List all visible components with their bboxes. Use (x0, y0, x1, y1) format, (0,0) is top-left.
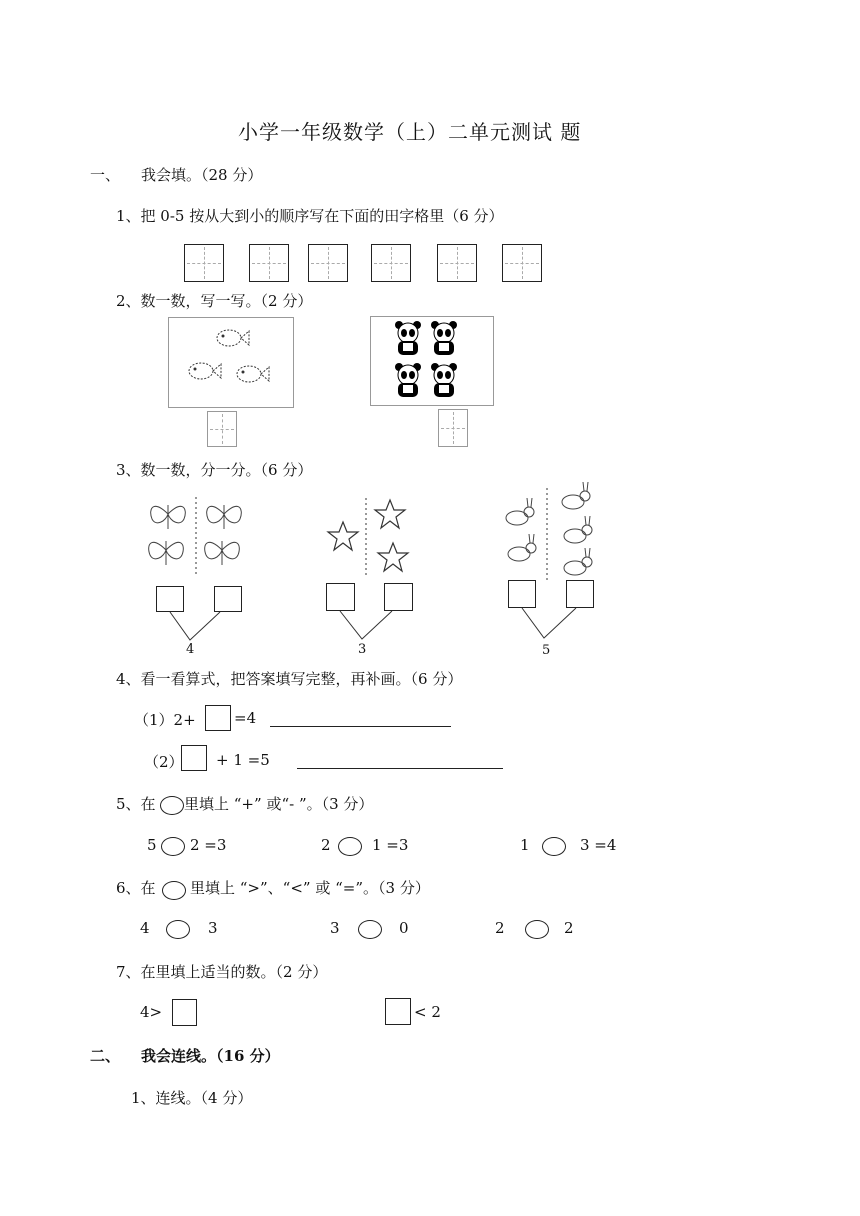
grid-cell-2[interactable] (249, 244, 289, 282)
question-2: 2、数一数，写一写。（2 分） (116, 292, 313, 310)
q6-item-1-left: 4 (140, 919, 150, 937)
q7-right-box[interactable] (385, 998, 411, 1025)
q6-example-circle (162, 881, 186, 900)
section-2-question-1: 1、连线。（4 分） (131, 1089, 253, 1107)
split-lines-3 (510, 608, 600, 640)
q5-item-1-circle[interactable] (161, 837, 185, 856)
q6-item-2-circle[interactable] (358, 920, 382, 939)
question-1: 1、把 0-5 按从大到小的顺序写在下面的田字格里（6 分） (116, 207, 504, 225)
page-title: 小学一年级数学（上）二单元测试 题 (238, 120, 582, 144)
split-box-2a[interactable] (326, 583, 355, 611)
q7-right-text: < 2 (414, 1003, 441, 1021)
q5-item-1-left: 5 (147, 836, 157, 854)
panda-picture (370, 316, 494, 406)
split-box-2b[interactable] (384, 583, 413, 611)
section-2-number: 二、 (90, 1047, 121, 1065)
split-total-2: 3 (358, 642, 367, 657)
q6-item-2-right: 0 (399, 919, 409, 937)
q6-item-3-left: 2 (495, 919, 505, 937)
split-total-3: 5 (542, 643, 551, 658)
q5-item-3-left: 1 (520, 836, 530, 854)
q5-example-circle (160, 796, 184, 815)
q4-2-suffix: + 1 =5 (216, 751, 270, 769)
q6-item-3-right: 2 (564, 919, 574, 937)
question-6-end: 里填上 “>”、“<” 或 “=”。（3 分） (190, 879, 430, 897)
q4-2-answer-box[interactable] (181, 745, 207, 771)
question-5-start: 5、在 (116, 795, 156, 813)
q5-item-3-circle[interactable] (542, 837, 566, 856)
grid-cell-5[interactable] (437, 244, 477, 282)
question-6-start: 6、在 (116, 879, 156, 897)
split-lines-1 (160, 612, 240, 642)
butterfly-icon (140, 495, 250, 580)
q7-left-box[interactable] (172, 999, 197, 1026)
q4-2-prefix: （2） (144, 753, 184, 771)
section-1-number: 一、 (90, 166, 121, 184)
fish-icon (169, 318, 295, 409)
q6-item-3-circle[interactable] (525, 920, 549, 939)
q6-item-1-right: 3 (208, 919, 218, 937)
fish-answer-box[interactable] (207, 411, 237, 447)
rabbit-icon (497, 480, 607, 580)
q5-item-2-left: 2 (321, 836, 331, 854)
split-box-1a[interactable] (156, 586, 184, 612)
q6-item-1-circle[interactable] (166, 920, 190, 939)
q4-1-drawing-line[interactable] (270, 726, 451, 727)
q4-1-suffix: =4 (234, 709, 257, 727)
q5-item-1-right: 2 =3 (190, 836, 227, 854)
question-5-end: 里填上 “+” 或“- ”。（3 分） (184, 795, 374, 813)
split-lines-2 (330, 611, 410, 641)
panda-icon (371, 317, 495, 407)
split-total-1: 4 (186, 642, 195, 657)
q5-item-2-right: 1 =3 (372, 836, 409, 854)
grid-cell-4[interactable] (371, 244, 411, 282)
q4-2-drawing-line[interactable] (297, 768, 503, 769)
q7-left-text: 4> (140, 1003, 163, 1021)
split-box-3a[interactable] (508, 580, 536, 608)
grid-cell-1[interactable] (184, 244, 224, 282)
split-box-1b[interactable] (214, 586, 242, 612)
question-7: 7、在里填上适当的数。（2 分） (116, 963, 328, 981)
star-icon (325, 495, 415, 580)
grid-cell-3[interactable] (308, 244, 348, 282)
q5-item-3-right: 3 =4 (580, 836, 617, 854)
q4-1-prefix: （1）2+ (134, 711, 196, 729)
grid-cell-6[interactable] (502, 244, 542, 282)
q6-item-2-left: 3 (330, 919, 340, 937)
fish-picture (168, 317, 294, 408)
section-2-heading: 我会连线。（16 分） (141, 1047, 280, 1065)
question-3: 3、数一数，分一分。（6 分） (116, 461, 313, 479)
split-box-3b[interactable] (566, 580, 594, 608)
section-1-heading: 我会填。（28 分） (141, 166, 263, 184)
q5-item-2-circle[interactable] (338, 837, 362, 856)
question-4: 4、看一看算式，把答案填写完整，再补画。（6 分） (116, 670, 463, 688)
q4-1-answer-box[interactable] (205, 705, 231, 731)
panda-answer-box[interactable] (438, 409, 468, 447)
